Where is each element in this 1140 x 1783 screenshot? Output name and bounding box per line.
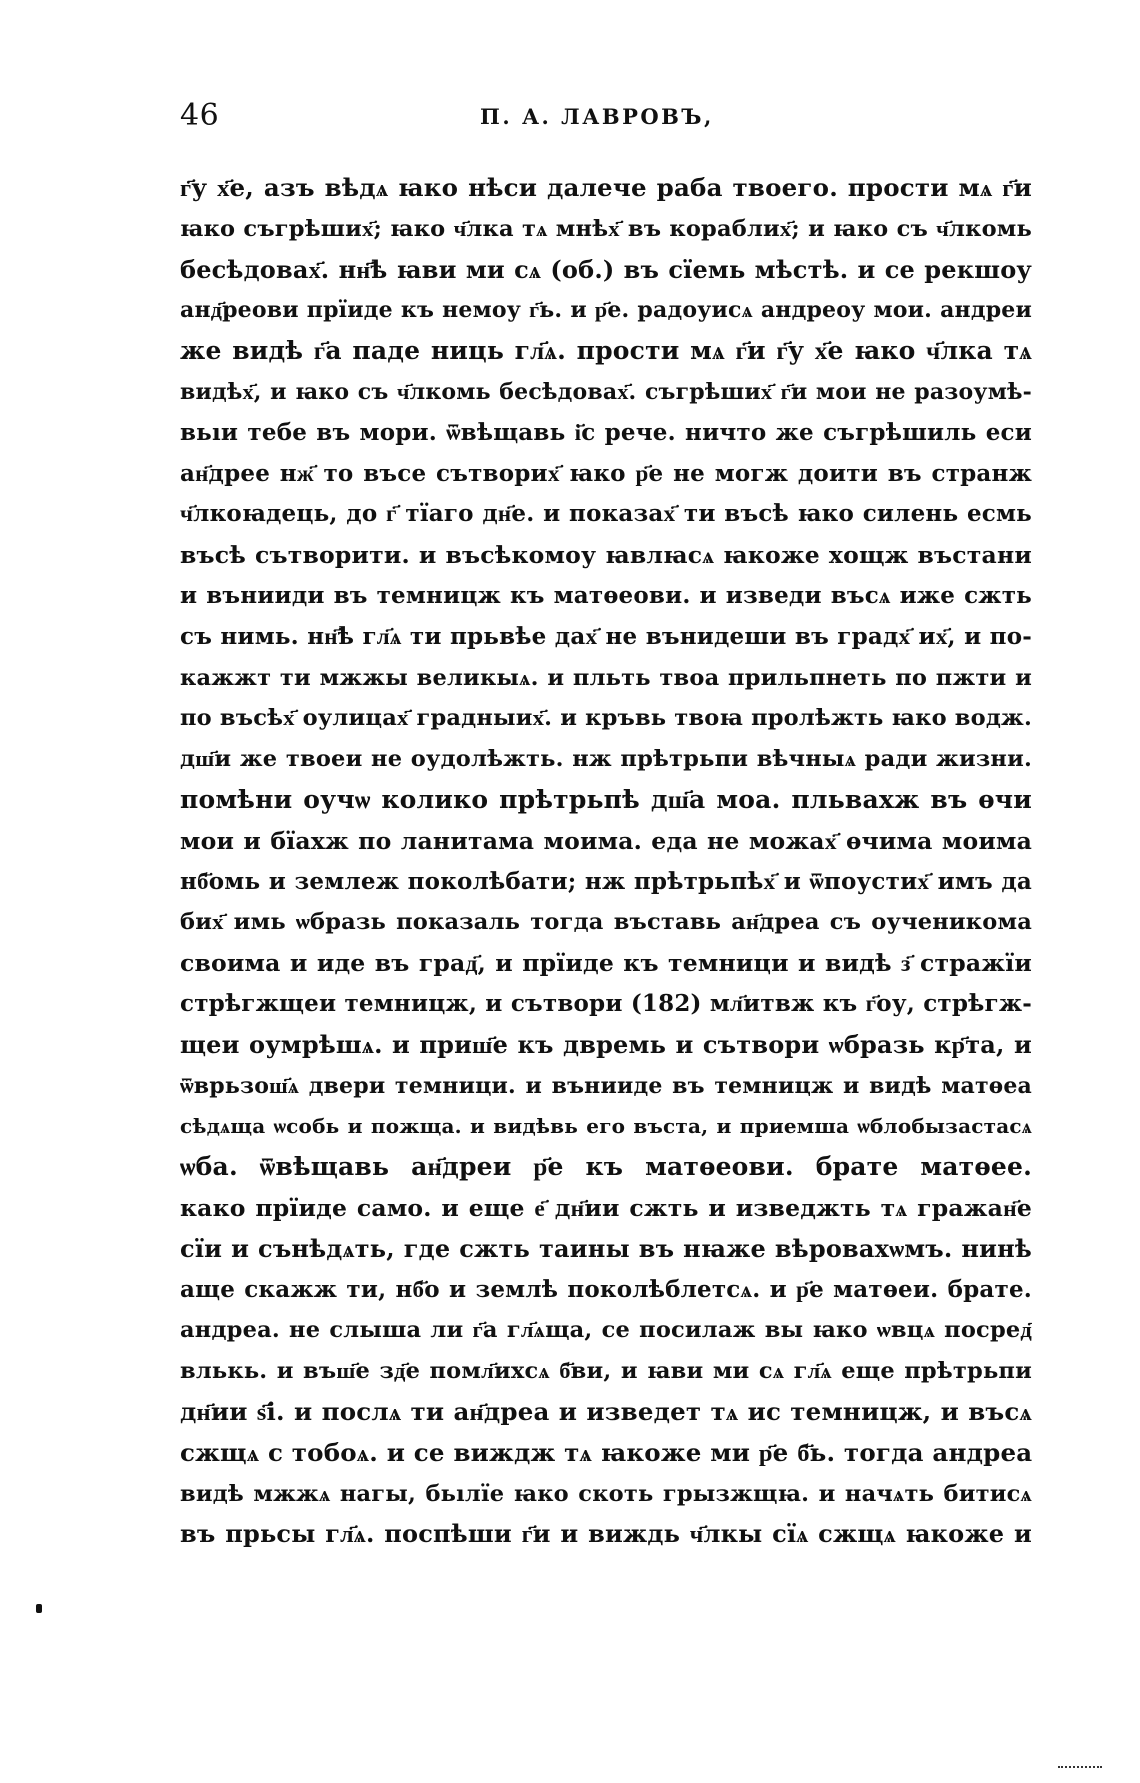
text-line: вьıи тебе въ мори. ѿвѣщавь і҃с рече. ничто же съгрѣшиль еси (180, 418, 1032, 446)
text-line: сѣдѧща ѡсобь и пожща. и видѣвь его въста, и приемша ѡблобызастасѧ (180, 1114, 1032, 1139)
text-line: бесѣдовах҃. нн҃ѣ ꙗви ми сѧ (об.) въ сїемь мѣстѣ. и се рекшоу (180, 254, 1032, 284)
text-line: ан҃дрее нж҃ то въсе сътворих҃ ꙗко р҃е не могж доити въ странж (180, 459, 1032, 487)
text-line: ꙗко съгрѣших҃; ꙗко ч҃лка тѧ мнѣх҃ въ кораблих҃; и ꙗко съ ч҃лкомь (180, 215, 1032, 242)
text-line: анд҃реови прїиде къ немоу г҃ь. и р҃е. радоуисѧ андреоу мои. андреи (180, 297, 1032, 324)
text-line: кажжт ти мжжы великыѧ. и пльть твоа прильпнеть по пжти и (180, 664, 1032, 691)
text-line: дн҃ии ѕ҃і. и послѧ ти ан҃дреа и изведет тѧ ис темницж, и въсѧ (180, 1396, 1032, 1426)
text-line: въ прьсы гл҃ѧ. поспѣши г҃и и виждь ч҃лкы сїѧ сжщѧ ꙗкоже и (180, 1519, 1032, 1549)
text-line: щеи оумрѣшѧ. и приш҃е къ двремь и сътвори ѡбразь кр҃та, и (180, 1029, 1032, 1059)
text-line: ѿврьзош҃ѧ двери темници. и вънииде въ темницж и видѣ матѳеа (180, 1072, 1032, 1099)
text-line: сжщѧ с тобоѧ. и се виждж тѧ ꙗкоже ми р҃е б҃ь. тогда андреа (180, 1437, 1032, 1467)
page-header (180, 98, 1010, 142)
text-line: же видѣ г҃а паде ниць гл҃ѧ. прости мѧ г҃и г҃у х҃е ꙗко ч҃лка тѧ (180, 336, 1032, 366)
text-line: г҃у х҃е, азъ вѣдѧ ꙗко нѣси далече раба твоего. прости мѧ г҃и (180, 173, 1032, 202)
text-line: видѣ мжжѧ нагы, бьıлїе ꙗко скоть грызжщꙗ. и начѧть битисѧ (180, 1480, 1032, 1507)
text-line: мои и бїахж по ланитама моима. еда не можах҃ ѳчима моима (180, 826, 1032, 855)
text-line: аще скажж ти, нб҃о и землѣ поколѣблетсѧ. и р҃е матѳеи. брате. (180, 1275, 1032, 1303)
text-line: дш҃и же твоеи не оудолѣжть. нж прѣтрьпи вѣчныѧ ради жизни. (180, 746, 1032, 773)
body-text (180, 168, 1032, 1555)
page-number: 46 (180, 98, 220, 133)
text-line: своима и иде въ град҃, и прїиде къ темници и видѣ з҃ стражїи (180, 949, 1032, 978)
text-line: въсѣ сътворити. и въсѣкомоу ꙗвлꙗсѧ ꙗкоже хощж въстани (180, 541, 1032, 570)
print-speck (36, 1604, 42, 1613)
text-line: бих҃ имь ѡбразь показаль тогда въставь ан҃дреа съ оученикома (180, 909, 1032, 936)
text-line: видѣх҃, и ꙗко съ ч҃лкомь бесѣдовах҃. съгрѣших҃ г҃и мои не разоумѣ- (180, 378, 1032, 405)
text-line: сїи и сънѣдѧть, где сжть таины въ нꙗже вѣровахѡмъ. нинѣ (180, 1233, 1032, 1263)
text-line: ѡба. ѿвѣщавь ан҃дреи р҃е къ матѳеови. брате матѳее. (180, 1152, 1032, 1182)
text-line: ч҃лкоꙗдець, до г҃ тїаго дн҃е. и показах҃ ти въсѣ ꙗко силень есмь (180, 500, 1032, 528)
text-line: андреа. не слыша ли г҃а гл҃ѧща, се посилаж вы ꙗко ѡвцѧ посред҃ (180, 1317, 1032, 1344)
running-head: П. А. ЛАВРОВЪ, (480, 104, 714, 129)
print-mark (1058, 1766, 1102, 1771)
text-line: съ нимь. нн҃ѣ гл҃ѧ ти прьвѣе дах҃ не вънидеши въ градх҃ их҃, и по- (180, 622, 1032, 650)
text-line: по въсѣх҃ оулицах҃ градныих҃. и кръвь твоꙗ пролѣжть ꙗко водж. (180, 705, 1032, 732)
text-line: стрѣгжщеи темницж, и сътвори (182) мл҃итвж къ г҃оу, стрѣгж- (180, 989, 1032, 1017)
text-line: нб҃омь и землеж поколѣбати; нж прѣтрьпѣх҃ и ѿпоустих҃ имъ да (180, 867, 1032, 895)
text-line: и вънииди въ темницж къ матѳеови. и изведи въсѧ иже сжть (180, 581, 1032, 609)
text-line: влькь. и въш҃е зд҃е помл҃ихсѧ б҃ви, и ꙗви ми сѧ гл҃ѧ еще прѣтрьпи (180, 1358, 1032, 1385)
text-line: помѣни оучѡ колико прѣтрьпѣ дш҃а моа. пльвахж въ ѳчи (180, 784, 1032, 814)
text-line: како прїиде само. и еще е҃ дн҃ии сжть и изведжть тѧ гражан҃е (180, 1193, 1032, 1222)
